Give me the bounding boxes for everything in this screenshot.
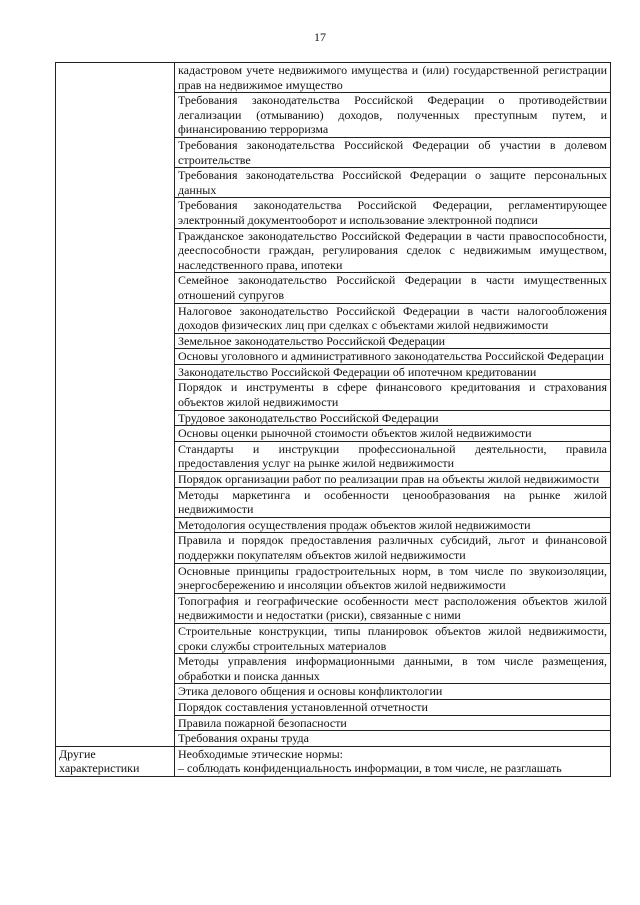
ethics-norm-item: – соблюдать конфиденциальность информации, в том числе, не разглашать bbox=[178, 761, 562, 776]
knowledge-label-cell bbox=[56, 63, 175, 747]
requirements-table bbox=[55, 62, 611, 777]
requirement-item: Требования законодательства Российской Федерации об участии в долевом строительстве bbox=[175, 137, 611, 167]
ethics-norms-cell bbox=[175, 746, 611, 776]
requirement-item: Требования законодательства Российской Федерации, регламентирующее электронный документооборот и использование электронной подписи bbox=[175, 198, 611, 228]
requirements-table-body bbox=[56, 63, 611, 777]
requirement-item: Строительные конструкции, типы планировок объектов жилой недвижимости, сроки службы строительных материалов bbox=[175, 623, 611, 653]
requirement-item: Основы уголовного и административного законодательства Российской Федерации bbox=[175, 349, 611, 365]
requirement-item: Правила и порядок предоставления различных субсидий, льгот и финансовой поддержки покупателям объектов жилой недвижимости bbox=[175, 533, 611, 563]
requirement-item: Стандарты и инструкции профессиональной деятельности, правила предоставления услуг на рынке жилой недвижимости bbox=[175, 441, 611, 471]
requirement-item: Основы оценки рыночной стоимости объектов жилой недвижимости bbox=[175, 426, 611, 442]
other-characteristics-label: Другие характеристики bbox=[56, 746, 175, 776]
requirement-item: Земельное законодательство Российской Федерации bbox=[175, 333, 611, 349]
table-row bbox=[56, 63, 611, 93]
requirement-item: Этика делового общения и основы конфликтологии bbox=[175, 684, 611, 700]
requirement-item: Законодательство Российской Федерации об ипотечном кредитовании bbox=[175, 364, 611, 380]
ethics-norms-heading: Необходимые этические нормы: bbox=[178, 746, 343, 761]
requirement-item: Порядок организации работ по реализации прав на объекты жилой недвижимости bbox=[175, 472, 611, 488]
requirement-item: Основные принципы градостроительных норм, в том числе по звукоизоляции, энергосбережению и инсоляции объектов жилой недвижимости bbox=[175, 563, 611, 593]
requirement-item: Трудовое законодательство Российской Федерации bbox=[175, 410, 611, 426]
requirement-item: Налоговое законодательство Российской Федерации в части налогообложения доходов физических лиц при сделках с объектами жилой недвижимости bbox=[175, 303, 611, 333]
requirement-item: Методы управления информационными данными, в том числе размещения, обработки и поиска данных bbox=[175, 654, 611, 684]
requirement-item: Методология осуществления продаж объектов жилой недвижимости bbox=[175, 517, 611, 533]
requirement-item: Гражданское законодательство Российской Федерации в части правоспособности, дееспособности граждан, регулирования сделок с недвижимым имуществом, наследственного права, ипотеки bbox=[175, 228, 611, 273]
requirement-item: Топография и географические особенности мест расположения объектов жилой недвижимости и недостатки (риски), связанные с ними bbox=[175, 593, 611, 623]
requirement-item: Требования законодательства Российской Федерации о противодействии легализации (отмыванию) доходов, полученных преступным путем, и финансированию терроризма bbox=[175, 93, 611, 138]
requirement-item: Семейное законодательство Российской Федерации в части имущественных отношений супругов bbox=[175, 273, 611, 303]
requirement-item: Методы маркетинга и особенности ценообразования на рынке жилой недвижимости bbox=[175, 487, 611, 517]
requirement-item: Требования законодательства Российской Федерации о защите персональных данных bbox=[175, 168, 611, 198]
page-number: 17 bbox=[314, 30, 326, 44]
requirement-item: Требования охраны труда bbox=[175, 731, 611, 747]
requirement-item: кадастровом учете недвижимого имущества и (или) государственной регистрации прав на недвижимое имущество bbox=[175, 63, 611, 93]
requirement-item: Порядок составления установленной отчетности bbox=[175, 699, 611, 715]
requirement-item: Правила пожарной безопасности bbox=[175, 715, 611, 731]
requirement-item: Порядок и инструменты в сфере финансового кредитования и страхования объектов жилой недвижимости bbox=[175, 380, 611, 410]
table-row bbox=[56, 746, 611, 776]
